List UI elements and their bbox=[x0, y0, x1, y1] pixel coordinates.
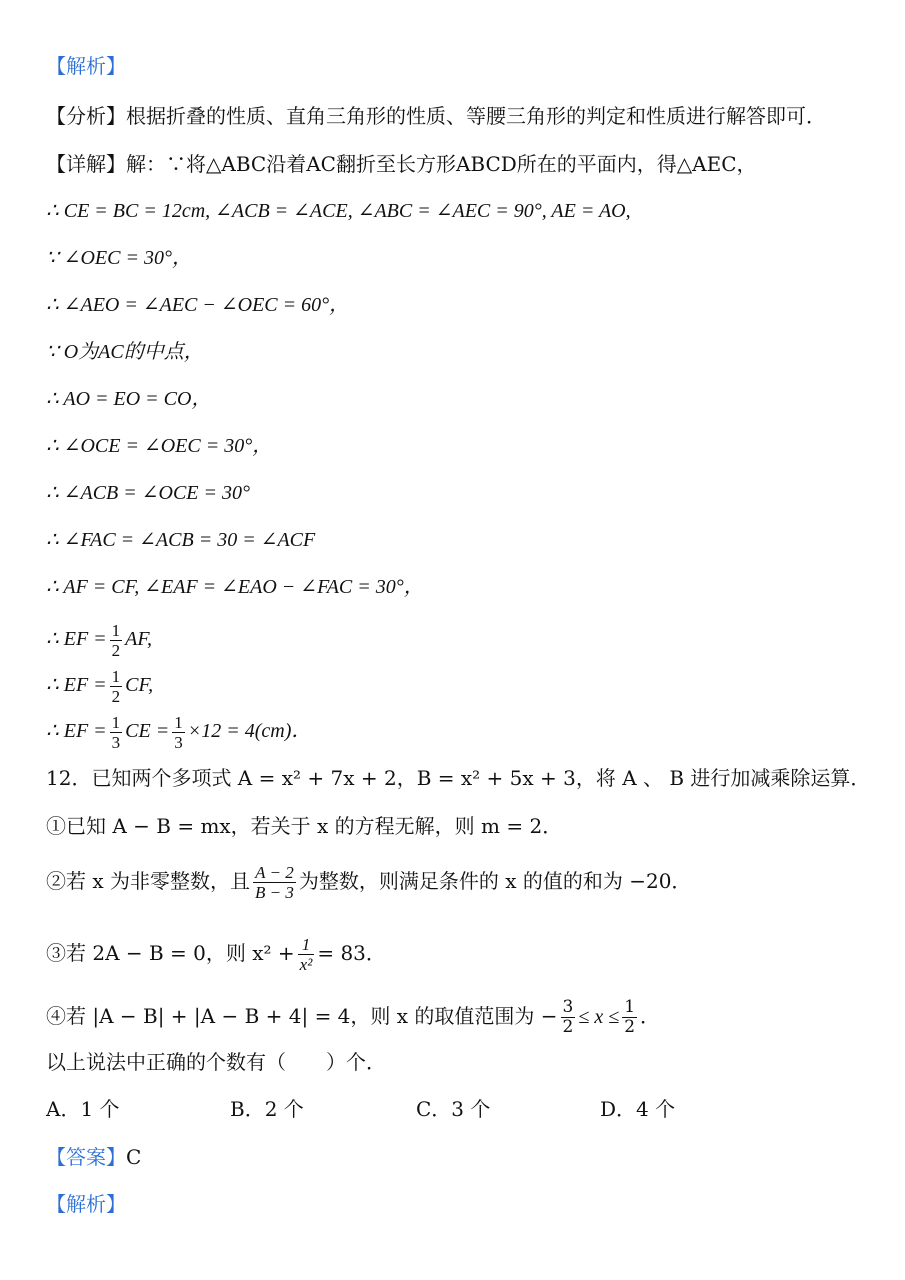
fraction-numerator: 1 bbox=[298, 936, 315, 955]
fraction-numerator: 3 bbox=[562, 997, 574, 1017]
fraction bbox=[110, 622, 123, 659]
math-line: ∵ O为AC的中点， bbox=[46, 341, 204, 363]
analysis-tag: 【解析】 bbox=[46, 54, 126, 78]
detail-line-5 bbox=[0, 385, 905, 425]
statement-4-pre: ④若 |A − B| + |A − B + 4| = 4，则 x 的取值范围为 − bbox=[46, 1004, 558, 1028]
fraction-denominator: 2 bbox=[562, 1017, 574, 1037]
option-a[interactable]: A．1 个 bbox=[46, 1097, 120, 1121]
fraction bbox=[172, 714, 185, 751]
option-b[interactable]: B．2 个 bbox=[230, 1097, 304, 1121]
section-analysis-footer bbox=[0, 1190, 905, 1230]
statement-3-pre: ③若 2A − B = 0，则 x² + bbox=[46, 941, 295, 965]
ef-suffix: CF, bbox=[125, 674, 154, 697]
ef-suffix: ×12 = 4(cm)． bbox=[187, 720, 312, 743]
question-prompt-text: 以上说法中正确的个数有（ ）个． bbox=[46, 1050, 386, 1074]
option-c[interactable]: C．3 个 bbox=[416, 1097, 491, 1121]
detail-line-2 bbox=[0, 244, 905, 284]
fenxi-text: 根据折叠的性质、直角三角形的性质、等腰三角形的判定和性质进行解答即可． bbox=[126, 104, 826, 128]
answer-value: C bbox=[126, 1145, 142, 1169]
analysis-tag: 【解析】 bbox=[46, 1192, 126, 1216]
statement-3-post: = 83． bbox=[317, 941, 386, 965]
question-prompt bbox=[0, 1048, 905, 1088]
options-row bbox=[0, 1095, 905, 1135]
statement-3 bbox=[0, 930, 905, 982]
fraction-numerator: 1 bbox=[111, 667, 121, 686]
fraction-numerator: 1 bbox=[624, 997, 636, 1017]
detail-line-3 bbox=[0, 291, 905, 331]
fraction-numerator: 1 bbox=[111, 621, 121, 640]
math-line: ∴ ∠AEO = ∠AEC − ∠OEC = 60°， bbox=[46, 294, 350, 316]
fraction-numerator: 1 bbox=[174, 713, 183, 732]
detail-line-0 bbox=[0, 150, 905, 190]
statement-4-post: ． bbox=[640, 1004, 661, 1028]
fraction-denominator: x² bbox=[299, 955, 313, 974]
detail-line-8 bbox=[0, 526, 905, 566]
detail-line-ef-ce bbox=[0, 710, 905, 758]
question-stem bbox=[0, 764, 905, 804]
math-line: ∴ AO = EO = CO， bbox=[46, 388, 212, 410]
math-line: ∴ ∠FAC = ∠ACB = 30 = ∠ACF bbox=[46, 529, 316, 551]
ef-prefix: ∴ EF = bbox=[46, 720, 107, 743]
answer-row bbox=[0, 1143, 905, 1183]
fraction-numerator: A − 2 bbox=[253, 864, 296, 883]
math-line: ∴ AF = CF, ∠EAF = ∠EAO − ∠FAC = 30°， bbox=[46, 576, 424, 598]
fraction-numerator: 1 bbox=[111, 713, 121, 732]
option-d[interactable]: D．4 个 bbox=[600, 1097, 676, 1121]
analysis-summary bbox=[0, 102, 905, 142]
detail-line-1 bbox=[0, 197, 905, 237]
fraction bbox=[110, 668, 123, 705]
ef-prefix: ∴ EF = bbox=[46, 674, 107, 697]
fraction-denominator: 2 bbox=[111, 687, 121, 706]
detail-text: 解：∵将△ABC沿着AC翻折至长方形ABCD所在的平面内，得△AEC， bbox=[126, 152, 757, 176]
fraction bbox=[622, 999, 637, 1036]
detail-line-6 bbox=[0, 432, 905, 472]
statement-1-text: ①已知 A − B = mx，若关于 x 的方程无解，则 m = 2． bbox=[46, 814, 563, 838]
fraction-denominator: 2 bbox=[111, 641, 121, 660]
statement-2-post: 为整数，则满足条件的 x 的值的和为 −20． bbox=[298, 869, 692, 893]
fraction-denominator: B − 3 bbox=[255, 883, 294, 902]
statement-2 bbox=[0, 858, 905, 910]
detail-line-ef-cf bbox=[0, 664, 905, 712]
fraction-denominator: 3 bbox=[174, 733, 183, 752]
question-stem-text: 12．已知两个多项式 A = x² + 7x + 2，B = x² + 5x + 3，将 A 、 B 进行加减乘除运算． bbox=[46, 766, 871, 790]
fraction-denominator: 3 bbox=[111, 733, 121, 752]
detail-line-9 bbox=[0, 573, 905, 613]
answer-tag: 【答案】 bbox=[46, 1145, 126, 1169]
section-analysis-header bbox=[0, 52, 905, 92]
ef-prefix: ∴ EF = bbox=[46, 628, 107, 651]
detail-line-ef-af bbox=[0, 618, 905, 666]
detail-line-4 bbox=[0, 338, 905, 378]
fraction bbox=[253, 864, 296, 901]
math-line: ∴ ∠OCE = ∠OEC = 30°， bbox=[46, 435, 273, 457]
statement-4 bbox=[0, 993, 905, 1045]
statement-4-mid: ≤ x ≤ bbox=[578, 1006, 620, 1028]
ef-suffix: AF, bbox=[125, 628, 153, 651]
math-line: ∴ CE = BC = 12cm, ∠ACB = ∠ACE, ∠ABC = ∠AEC = 90°, AE = AO, bbox=[46, 200, 631, 222]
detail-line-7 bbox=[0, 479, 905, 519]
ef-mid: CE = bbox=[125, 720, 170, 743]
xiangjie-tag: 【详解】 bbox=[46, 152, 126, 176]
fraction bbox=[298, 936, 315, 973]
fraction-denominator: 2 bbox=[624, 1017, 636, 1037]
fenxi-tag: 【分析】 bbox=[46, 104, 126, 128]
statement-1 bbox=[0, 812, 905, 852]
fraction bbox=[110, 714, 123, 751]
statement-2-pre: ②若 x 为非零整数，且 bbox=[46, 869, 250, 893]
math-line: ∴ ∠ACB = ∠OCE = 30° bbox=[46, 482, 251, 504]
fraction bbox=[561, 999, 576, 1036]
math-line: ∵ ∠OEC = 30°， bbox=[46, 247, 192, 269]
